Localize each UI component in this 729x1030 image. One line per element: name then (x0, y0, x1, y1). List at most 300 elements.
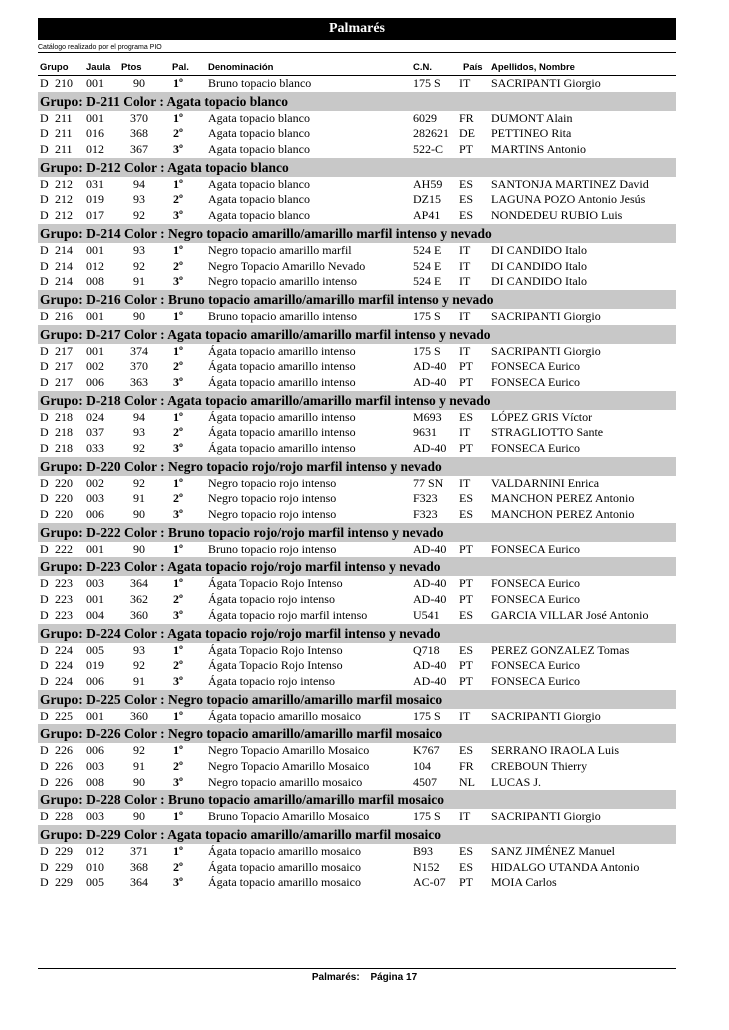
cell-cn: K767 (413, 743, 440, 758)
cell-jaula: 006 (86, 507, 104, 522)
cell-ptos: 93 (133, 642, 145, 657)
cell-pal: 2º (173, 758, 183, 773)
cell-ptos: 92 (133, 208, 145, 223)
cell-ptos: 362 (130, 592, 148, 607)
cell-grupo: D (40, 859, 49, 874)
table-row (38, 844, 676, 860)
cell-denominacion: Ágata Topacio Rojo Intenso (208, 576, 343, 591)
cell-ptos: 91 (133, 673, 145, 688)
cell-cn: 282621 (413, 126, 449, 141)
cell-denominacion: Ágata topacio amarillo intenso (208, 409, 356, 424)
column-header-denominacion: Denominación (208, 62, 274, 73)
cell-pal: 3º (173, 774, 183, 789)
group-header: Grupo: D-212 Color : Agata topacio blanco (38, 158, 676, 177)
cell-ptos: 93 (133, 192, 145, 207)
cell-jaula: 005 (86, 875, 104, 890)
table-row (38, 476, 676, 492)
cell-cn: AD-40 (413, 359, 447, 374)
cell-ptos: 360 (130, 607, 148, 622)
table-row (38, 359, 676, 375)
cell-pal: 3º (173, 875, 183, 890)
cell-grupo-num: 225 (55, 708, 73, 723)
cell-denominacion: Negro topacio rojo intenso (208, 491, 337, 506)
cell-jaula: 017 (86, 208, 104, 223)
footer-label: Palmarés: (311, 972, 360, 983)
cell-jaula: 037 (86, 425, 104, 440)
cell-cn: B93 (413, 844, 434, 858)
cell-grupo-num: 224 (55, 658, 73, 673)
cell-grupo: D (40, 76, 49, 90)
cell-cn: N152 (413, 859, 440, 874)
cell-ptos: 92 (133, 258, 145, 273)
cell-grupo-num: 210 (55, 76, 73, 90)
cell-jaula: 006 (86, 673, 104, 688)
cell-jaula: 003 (86, 809, 104, 824)
table-row (38, 309, 676, 325)
table-row (38, 643, 676, 659)
cell-grupo-num: 211 (55, 126, 73, 141)
cell-pal: 2º (173, 258, 183, 273)
cell-jaula: 001 (86, 541, 104, 556)
cell-jaula: 031 (86, 176, 104, 191)
cell-grupo-num: 223 (55, 576, 73, 591)
cell-name: PEREZ GONZALEZ Tomas (491, 642, 630, 657)
table-row (38, 576, 676, 592)
cell-denominacion: Agata topacio blanco (208, 176, 310, 191)
page-footer (0, 972, 729, 983)
cell-ptos: 90 (133, 541, 145, 556)
cell-name: SACRIPANTI Giorgio (491, 76, 601, 90)
cell-ptos: 368 (130, 126, 148, 141)
cell-pal: 1º (173, 475, 183, 490)
cell-cn: 175 S (413, 76, 441, 90)
cell-denominacion: Negro Topacio Amarillo Nevado (208, 258, 366, 273)
group-header: Grupo: D-216 Color : Bruno topacio amarillo/amarillo marfil intenso y nevado (38, 290, 676, 309)
cell-ptos: 367 (130, 142, 148, 157)
table-row (38, 274, 676, 290)
cell-grupo-num: 224 (55, 673, 73, 688)
cell-grupo: D (40, 774, 49, 789)
cell-pal: 3º (173, 208, 183, 223)
cell-pal: 2º (173, 126, 183, 141)
column-header-row (38, 53, 676, 76)
cell-pais: DE (459, 126, 475, 141)
cell-cn: AD-40 (413, 658, 447, 673)
cell-ptos: 364 (130, 875, 148, 890)
cell-pal: 3º (173, 142, 183, 157)
cell-jaula: 010 (86, 859, 104, 874)
table-row (38, 674, 676, 690)
cell-grupo-num: 211 (55, 142, 73, 157)
cell-grupo: D (40, 192, 49, 207)
cell-cn: U541 (413, 607, 440, 622)
cell-grupo: D (40, 242, 49, 257)
cell-pal: 2º (173, 359, 183, 374)
cell-grupo: D (40, 592, 49, 607)
cell-denominacion: Ágata topacio amarillo intenso (208, 343, 356, 358)
cell-pais: IT (459, 258, 471, 273)
table-row (38, 775, 676, 791)
column-header-pal: Pal. (172, 62, 189, 73)
cell-ptos: 371 (130, 844, 148, 858)
table-row (38, 425, 676, 441)
table-row (38, 259, 676, 275)
cell-grupo: D (40, 208, 49, 223)
cell-cn: 104 (413, 758, 431, 773)
cell-pais: PT (459, 374, 474, 389)
cell-grupo: D (40, 374, 49, 389)
cell-jaula: 003 (86, 491, 104, 506)
cell-name: LUCAS J. (491, 774, 542, 789)
column-header-grupo: Grupo (40, 62, 69, 73)
cell-pal: 1º (173, 541, 183, 556)
cell-grupo: D (40, 708, 49, 723)
cell-cn: AD-40 (413, 673, 447, 688)
cell-grupo: D (40, 541, 49, 556)
cell-jaula: 006 (86, 743, 104, 758)
cell-pal: 3º (173, 507, 183, 522)
cell-pais: ES (459, 409, 474, 424)
cell-ptos: 368 (130, 859, 148, 874)
cell-name: SANTONJA MARTINEZ David (491, 176, 649, 191)
cell-grupo-num: 212 (55, 176, 73, 191)
table-row (38, 875, 676, 891)
cell-denominacion: Negro topacio rojo intenso (208, 507, 337, 522)
cell-grupo: D (40, 743, 49, 758)
cell-grupo-num: 218 (55, 441, 73, 455)
cell-pais: IT (459, 242, 471, 257)
cell-cn: AD-40 (413, 374, 447, 389)
cell-pais: IT (459, 809, 471, 824)
cell-cn: 175 S (413, 343, 441, 358)
cell-jaula: 001 (86, 110, 104, 125)
cell-ptos: 90 (133, 308, 145, 323)
cell-pais: ES (459, 607, 474, 622)
cell-pal: 3º (173, 607, 183, 622)
cell-ptos: 93 (133, 425, 145, 440)
cell-jaula: 019 (86, 192, 104, 207)
cell-denominacion: Ágata topacio amarillo intenso (208, 425, 356, 440)
group-header: Grupo: D-218 Color : Agata topacio amarillo/amarillo marfil intenso y nevado (38, 391, 676, 410)
table-row (38, 709, 676, 725)
cell-cn: AP41 (413, 208, 441, 223)
cell-jaula: 005 (86, 642, 104, 657)
cell-name: FONSECA Eurico (491, 374, 581, 389)
cell-pal: 1º (173, 642, 183, 657)
cell-grupo: D (40, 142, 49, 157)
cell-name: MANCHON PEREZ Antonio (491, 491, 635, 506)
cell-ptos: 90 (133, 76, 145, 90)
cell-name: HIDALGO UTANDA Antonio (491, 859, 640, 874)
cell-ptos: 370 (130, 359, 148, 374)
cell-cn: 175 S (413, 708, 441, 723)
cell-denominacion: Ágata Topacio Rojo Intenso (208, 642, 343, 657)
cell-cn: 9631 (413, 425, 437, 440)
cell-cn: 524 E (413, 258, 442, 273)
group-header: Grupo: D-226 Color : Negro topacio amarillo/amarillo marfil mosaico (38, 724, 676, 743)
cell-ptos: 92 (133, 441, 145, 455)
table-row (38, 608, 676, 624)
cell-denominacion: Ágata topacio amarillo mosaico (208, 708, 361, 723)
cell-grupo: D (40, 809, 49, 824)
cell-grupo-num: 217 (55, 343, 73, 358)
cell-grupo: D (40, 642, 49, 657)
cell-name: NONDEDEU RUBIO Luis (491, 208, 623, 223)
cell-jaula: 001 (86, 242, 104, 257)
cell-pais: PT (459, 441, 474, 455)
cell-denominacion: Agata topacio blanco (208, 192, 310, 207)
cell-cn: 6029 (413, 110, 437, 125)
table-row (38, 243, 676, 259)
cell-pais: PT (459, 541, 474, 556)
cell-grupo-num: 229 (55, 844, 73, 858)
cell-cn: DZ15 (413, 192, 441, 207)
cell-ptos: 370 (130, 110, 148, 125)
cell-pal: 1º (173, 242, 183, 257)
group-header: Grupo: D-223 Color : Agata topacio rojo/rojo marfil intenso y nevado (38, 557, 676, 576)
cell-denominacion: Negro topacio amarillo intenso (208, 274, 357, 289)
cell-name: SACRIPANTI Giorgio (491, 308, 601, 323)
cell-jaula: 006 (86, 374, 104, 389)
cell-grupo-num: 222 (55, 541, 73, 556)
cell-name: FONSECA Eurico (491, 441, 581, 455)
footer-page-number: Página 17 (370, 972, 418, 983)
cell-denominacion: Ágata topacio rojo intenso (208, 673, 335, 688)
cell-grupo: D (40, 110, 49, 125)
cell-grupo-num: 212 (55, 192, 73, 207)
table-row (38, 192, 676, 208)
cell-denominacion: Ágata Topacio Rojo Intenso (208, 658, 343, 673)
cell-ptos: 94 (133, 176, 145, 191)
cell-cn: AC-07 (413, 875, 446, 890)
cell-jaula: 002 (86, 475, 104, 490)
cell-denominacion: Bruno topacio rojo intenso (208, 541, 337, 556)
cell-denominacion: Bruno topacio amarillo intenso (208, 308, 357, 323)
cell-pais: IT (459, 475, 471, 490)
cell-ptos: 364 (130, 576, 148, 591)
cell-name: FONSECA Eurico (491, 673, 581, 688)
table-row (38, 126, 676, 142)
table-row (38, 542, 676, 558)
cell-grupo-num: 223 (55, 607, 73, 622)
cell-grupo: D (40, 343, 49, 358)
cell-denominacion: Ágata topacio rojo marfil intenso (208, 607, 368, 622)
cell-name: SACRIPANTI Giorgio (491, 708, 601, 723)
cell-grupo-num: 226 (55, 774, 73, 789)
cell-grupo-num: 212 (55, 208, 73, 223)
cell-grupo: D (40, 658, 49, 673)
cell-name: DI CANDIDO Italo (491, 242, 587, 257)
cell-denominacion: Bruno Topacio Amarillo Mosaico (208, 809, 370, 824)
cell-name: PETTINEO Rita (491, 126, 572, 141)
cell-grupo: D (40, 425, 49, 440)
cell-denominacion: Negro Topacio Amarillo Mosaico (208, 743, 370, 758)
cell-grupo-num: 226 (55, 743, 73, 758)
cell-ptos: 92 (133, 658, 145, 673)
cell-pais: IT (459, 76, 471, 90)
cell-pal: 1º (173, 844, 183, 858)
cell-ptos: 374 (130, 343, 148, 358)
cell-jaula: 019 (86, 658, 104, 673)
cell-cn: AH59 (413, 176, 443, 191)
table-row (38, 860, 676, 876)
cell-denominacion: Ágata topacio amarillo mosaico (208, 859, 361, 874)
cell-name: CREBOUN Thierry (491, 758, 588, 773)
cell-name: GARCIA VILLAR José Antonio (491, 607, 649, 622)
cell-grupo: D (40, 758, 49, 773)
cell-cn: AD-40 (413, 592, 447, 607)
cell-pal: 1º (173, 308, 183, 323)
cell-name: MOIA Carlos (491, 875, 557, 890)
cell-cn: 175 S (413, 809, 441, 824)
cell-pal: 1º (173, 76, 183, 90)
cell-jaula: 001 (86, 592, 104, 607)
cell-pal: 1º (173, 708, 183, 723)
cell-cn: 175 S (413, 308, 441, 323)
cell-grupo-num: 223 (55, 592, 73, 607)
cell-pais: FR (459, 110, 474, 125)
cell-denominacion: Agata topacio blanco (208, 110, 310, 125)
cell-grupo-num: 214 (55, 274, 73, 289)
cell-pais: IT (459, 343, 471, 358)
cell-name: SANZ JIMÉNEZ Manuel (491, 844, 615, 858)
cell-cn: 4507 (413, 774, 437, 789)
cell-denominacion: Agata topacio blanco (208, 142, 310, 157)
cell-grupo: D (40, 607, 49, 622)
cell-ptos: 94 (133, 409, 145, 424)
cell-pal: 2º (173, 658, 183, 673)
cell-cn: Q718 (413, 642, 440, 657)
cell-pais: ES (459, 642, 474, 657)
cell-cn: M693 (413, 409, 442, 424)
cell-name: FONSECA Eurico (491, 359, 581, 374)
group-header: Grupo: D-214 Color : Negro topacio amarillo/amarillo marfil intenso y nevado (38, 224, 676, 243)
table-row (38, 344, 676, 360)
table-row (38, 658, 676, 674)
cell-jaula: 001 (86, 308, 104, 323)
table-row (38, 592, 676, 608)
cell-name: FONSECA Eurico (491, 658, 581, 673)
cell-grupo: D (40, 359, 49, 374)
cell-jaula: 012 (86, 258, 104, 273)
cell-cn: 522-C (413, 142, 443, 157)
cell-grupo-num: 224 (55, 642, 73, 657)
cell-denominacion: Agata topacio blanco (208, 208, 310, 223)
cell-grupo-num: 229 (55, 875, 73, 890)
cell-jaula: 001 (86, 708, 104, 723)
cell-pal: 1º (173, 176, 183, 191)
cell-name: FONSECA Eurico (491, 541, 581, 556)
cell-name: DI CANDIDO Italo (491, 258, 587, 273)
cell-denominacion: Ágata topacio amarillo mosaico (208, 844, 361, 858)
cell-jaula: 012 (86, 142, 104, 157)
group-header: Grupo: D-229 Color : Agata topacio amarillo/amarillo marfil mosaico (38, 825, 676, 844)
cell-grupo: D (40, 844, 49, 858)
cell-pais: ES (459, 743, 474, 758)
group-header: Grupo: D-217 Color : Agata topacio amarillo/amarillo marfil intenso y nevado (38, 325, 676, 344)
cell-denominacion: Ágata topacio amarillo intenso (208, 359, 356, 374)
cell-jaula: 001 (86, 76, 104, 90)
cell-pal: 2º (173, 425, 183, 440)
cell-ptos: 90 (133, 774, 145, 789)
cell-name: DI CANDIDO Italo (491, 274, 587, 289)
cell-name: SACRIPANTI Giorgio (491, 809, 601, 824)
cell-grupo: D (40, 126, 49, 141)
cell-pais: IT (459, 274, 471, 289)
column-header-pais: País (463, 62, 483, 73)
cell-ptos: 360 (130, 708, 148, 723)
cell-pal: 1º (173, 343, 183, 358)
table-row (38, 142, 676, 158)
cell-ptos: 91 (133, 758, 145, 773)
cell-ptos: 91 (133, 491, 145, 506)
page-title: Palmarés (38, 18, 676, 40)
group-header: Grupo: D-225 Color : Negro topacio amarillo/amarillo marfil mosaico (38, 690, 676, 709)
table-row (38, 441, 676, 457)
cell-pais: FR (459, 758, 474, 773)
cell-name: DUMONT Alain (491, 110, 573, 125)
cell-name: STRAGLIOTTO Sante (491, 425, 604, 440)
column-header-ptos: Ptos (121, 62, 142, 73)
cell-denominacion: Bruno topacio blanco (208, 76, 312, 90)
cell-jaula: 033 (86, 441, 104, 455)
cell-ptos: 90 (133, 809, 145, 824)
cell-pal: 1º (173, 743, 183, 758)
cell-grupo-num: 226 (55, 758, 73, 773)
cell-jaula: 002 (86, 359, 104, 374)
group-header: Grupo: D-222 Color : Bruno topacio rojo/rojo marfil intenso y nevado (38, 523, 676, 542)
table-row (38, 507, 676, 523)
cell-cn: 524 E (413, 274, 442, 289)
cell-grupo-num: 229 (55, 859, 73, 874)
cell-grupo: D (40, 576, 49, 591)
cell-pal: 1º (173, 576, 183, 591)
cell-pais: IT (459, 425, 471, 440)
cell-jaula: 012 (86, 844, 104, 858)
cell-grupo-num: 217 (55, 359, 73, 374)
cell-jaula: 024 (86, 409, 104, 424)
cell-pais: ES (459, 192, 474, 207)
column-header-apellidos: Apellidos, Nombre (491, 62, 575, 73)
cell-grupo: D (40, 475, 49, 490)
catalog-note: Catálogo realizado por el programa PIO (38, 44, 162, 51)
cell-grupo: D (40, 274, 49, 289)
cell-grupo-num: 218 (55, 425, 73, 440)
table-row (38, 759, 676, 775)
cell-ptos: 92 (133, 743, 145, 758)
column-header-cn: C.N. (413, 62, 432, 73)
group-header: Grupo: D-211 Color : Agata topacio blanco (38, 92, 676, 111)
table-row (38, 491, 676, 507)
cell-denominacion: Negro Topacio Amarillo Mosaico (208, 758, 370, 773)
cell-pais: PT (459, 658, 474, 673)
cell-ptos: 90 (133, 507, 145, 522)
cell-cn: F323 (413, 507, 438, 522)
cell-grupo-num: 211 (55, 110, 73, 125)
cell-cn: 524 E (413, 242, 442, 257)
table-row (38, 375, 676, 391)
cell-pais: PT (459, 875, 474, 890)
cell-grupo-num: 216 (55, 308, 73, 323)
cell-jaula: 008 (86, 774, 104, 789)
column-header-jaula: Jaula (86, 62, 111, 73)
cell-pal: 1º (173, 809, 183, 824)
cell-pal: 2º (173, 491, 183, 506)
footer-rule (38, 968, 676, 969)
cell-jaula: 003 (86, 576, 104, 591)
cell-grupo: D (40, 673, 49, 688)
table-row (38, 410, 676, 426)
